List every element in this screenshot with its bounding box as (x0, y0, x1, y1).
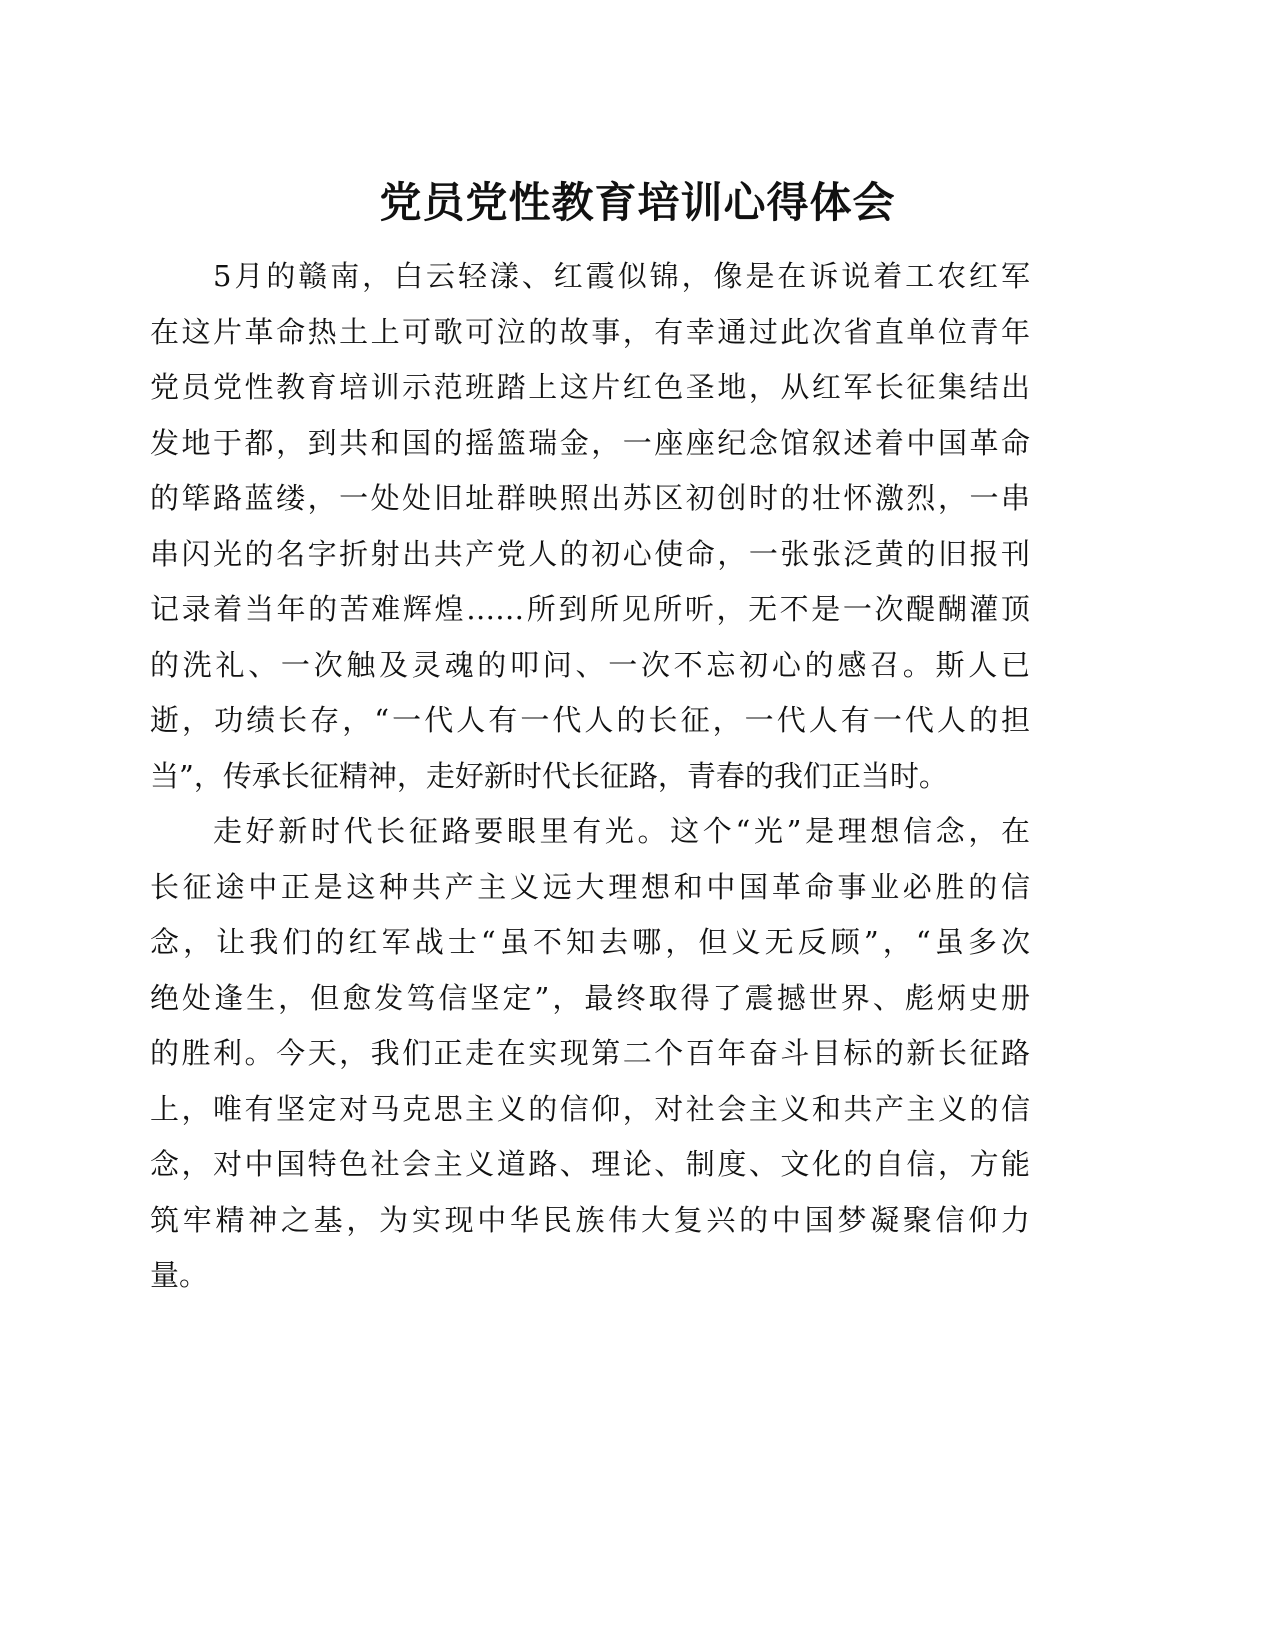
paragraph-line: 记录着当年的苦难辉煌……所到所见所听，无不是一次醍醐灌顶 (150, 592, 1030, 626)
document-title: 党员党性教育培训心得体会 (379, 178, 896, 227)
paragraph (150, 804, 1030, 1304)
paragraph-line: 在这片革命热土上可歌可泣的故事，有幸通过此次省直单位青年 (150, 314, 1030, 349)
paragraph-line: 筑牢精神之基，为实现中华民族伟大复兴的中国梦凝聚信仰力 (150, 1202, 1030, 1237)
paragraph-line: 量。 (150, 1258, 209, 1292)
paragraph-line: 念，对中国特色社会主义道路、理论、制度、文化的自信，方能 (150, 1147, 1030, 1181)
paragraph-line: 的筚路蓝缕，一处处旧址群映照出苏区初创时的壮怀激烈，一串 (150, 481, 1030, 515)
paragraph-line: 发地于都，到共和国的摇篮瑞金，一座座纪念馆叙述着中国革命 (150, 425, 1030, 460)
paragraph-line: 的胜利。今天，我们正走在实现第二个百年奋斗目标的新长征路 (150, 1036, 1030, 1070)
paragraph-line: 念，让我们的红军战士“虽不知去哪，但义无反顾”，“虽多次 (150, 925, 1030, 959)
paragraph-line: 逝，功绩长存，“一代人有一代人的长征，一代人有一代人的担 (150, 703, 1030, 737)
paragraph-line: 党员党性教育培训示范班踏上这片红色圣地，从红军长征集结出 (150, 370, 1030, 404)
paragraph-line: 当”，传承长征精神，走好新时代长征路，青春的我们正当时。 (150, 758, 948, 793)
paragraph-line: 串闪光的名字折射出共产党人的初心使命，一张张泛黄的旧报刊 (150, 536, 1030, 571)
paragraph-line: 的洗礼、一次触及灵魂的叩问、一次不忘初心的感召。斯人已 (150, 647, 1030, 682)
paragraph-line: 5月的赣南，白云轻漾、红霞似锦，像是在诉说着工农红军 (213, 259, 1030, 293)
paragraph-line: 长征途中正是这种共产主义远大理想和中国革命事业必胜的信 (150, 869, 1030, 904)
document-body (150, 249, 1030, 1304)
paragraph (150, 249, 1030, 804)
paragraph-line: 绝处逢生，但愈发笃信坚定”，最终取得了震撼世界、彪炳史册 (150, 980, 1030, 1015)
paragraph-line: 走好新时代长征路要眼里有光。这个“光”是理想信念，在 (213, 814, 1030, 848)
paragraph-line: 上，唯有坚定对马克思主义的信仰，对社会主义和共产主义的信 (150, 1091, 1030, 1126)
